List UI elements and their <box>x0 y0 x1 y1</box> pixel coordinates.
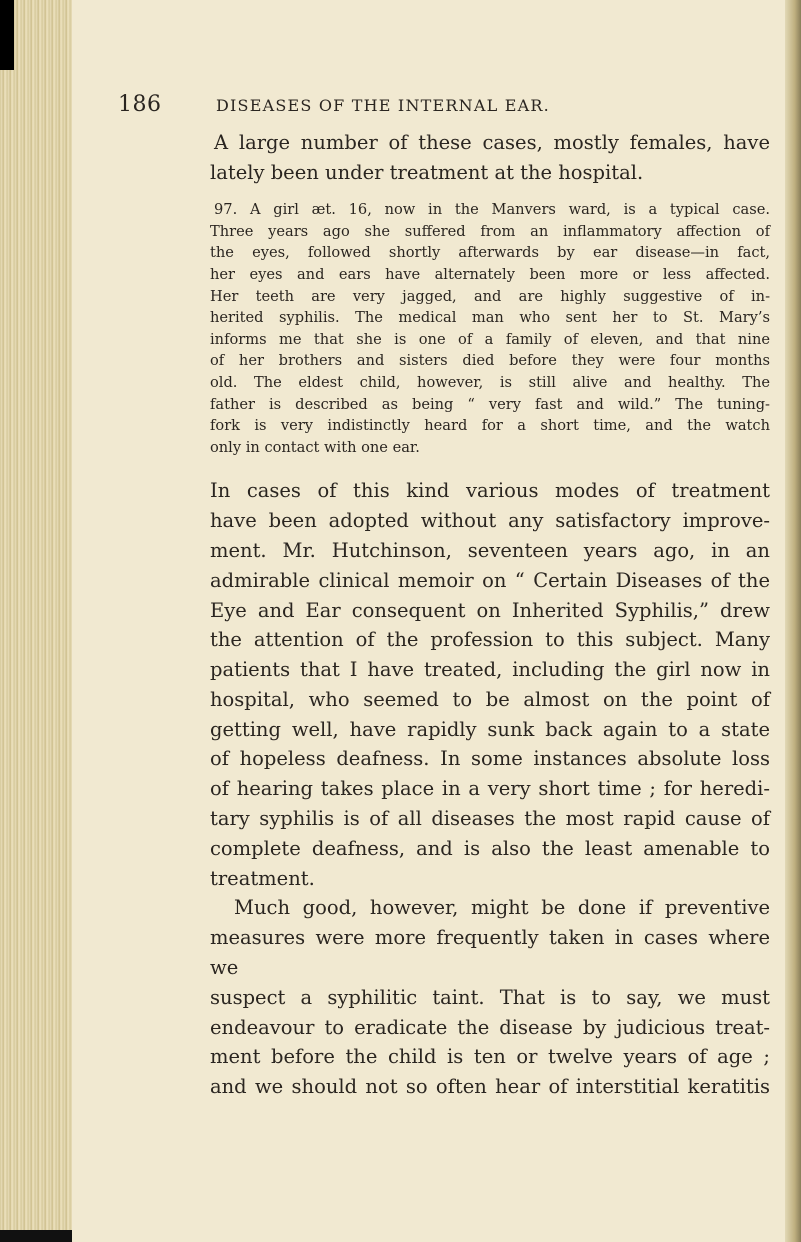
text-line: father is described as being “ very fast and wild.” The tuning- <box>210 395 770 413</box>
book-gutter-shadow <box>785 0 801 1242</box>
paragraph-treatment <box>210 476 770 893</box>
text-line: her eyes and ears have alternately been more or less affected. <box>210 265 770 283</box>
text-line: complete deafness, and is also the least amenable to <box>210 836 770 860</box>
text-line: of her brothers and sisters died before they were four months <box>210 352 770 370</box>
paragraph-case-97 <box>210 199 770 458</box>
page-number: 186 <box>118 92 162 117</box>
text-line: fork is very indistinctly heard for a short time, and the watch <box>210 417 770 435</box>
paragraph-preventive <box>210 893 770 1102</box>
text-line: hospital, who seemed to be almost on the point of <box>210 687 770 711</box>
body-text <box>210 128 770 1102</box>
text-line: getting well, have rapidly sunk back again to a state <box>210 717 770 741</box>
text-line: the attention of the profession to this subject. Many <box>210 628 770 652</box>
text-line: A large number of these cases, mostly females, have <box>214 131 770 154</box>
text-line: measures were more frequently taken in cases where we <box>210 926 770 980</box>
text-line: ment before the child is ten or twelve years of age ; <box>210 1045 770 1069</box>
text-line: have been adopted without any satisfactory improve- <box>210 509 770 533</box>
text-line: of hopeless deafness. In some instances absolute loss <box>210 747 770 771</box>
text-line: lately been under treatment at the hospital. <box>210 160 644 184</box>
text-line: only in contact with one ear. <box>210 438 420 456</box>
text-line: and we should not so often hear of interstitial keratitis <box>210 1075 770 1099</box>
text-line: ment. Mr. Hutchinson, seventeen years ago, in an <box>210 538 770 562</box>
text-line: of hearing takes place in a very short time ; for heredi- <box>210 777 770 801</box>
paragraph-intro <box>210 128 770 187</box>
text-line: tary syphilis is of all diseases the most rapid cause of <box>210 807 770 831</box>
text-line: Eye and Ear consequent on Inherited Syphilis,” drew <box>210 598 770 622</box>
text-line: treatment. <box>210 866 315 890</box>
text-line: the eyes, followed shortly afterwards by ear disease—in fact, <box>210 244 770 262</box>
text-line: 97. A girl æt. 16, now in the Manvers ward, is a typical case. <box>214 201 770 219</box>
text-line: herited syphilis. The medical man who sent her to St. Mary’s <box>210 309 770 327</box>
text-line: patients that I have treated, including the girl now in <box>210 658 770 682</box>
text-line: Much good, however, might be done if preventive <box>234 896 770 920</box>
text-line: Her teeth are very jagged, and are highly suggestive of in- <box>210 287 770 305</box>
text-line: old. The eldest child, however, is still alive and healthy. The <box>210 373 770 391</box>
text-line: endeavour to eradicate the disease by judicious treat- <box>210 1015 770 1039</box>
text-line: suspect a syphilitic taint. That is to say, we must <box>210 985 770 1009</box>
page-header <box>118 92 638 122</box>
text-line: informs me that she is one of a family of eleven, and that nine <box>210 330 770 348</box>
book-page-edges <box>0 0 72 1242</box>
running-head: DISEASES OF THE INTERNAL EAR. <box>216 96 550 115</box>
text-line: admirable clinical memoir on “ Certain Diseases of the <box>210 568 770 592</box>
text-line: In cases of this kind various modes of treatment <box>210 479 770 503</box>
text-line: Three years ago she suffered from an inflammatory affection of <box>210 222 770 240</box>
